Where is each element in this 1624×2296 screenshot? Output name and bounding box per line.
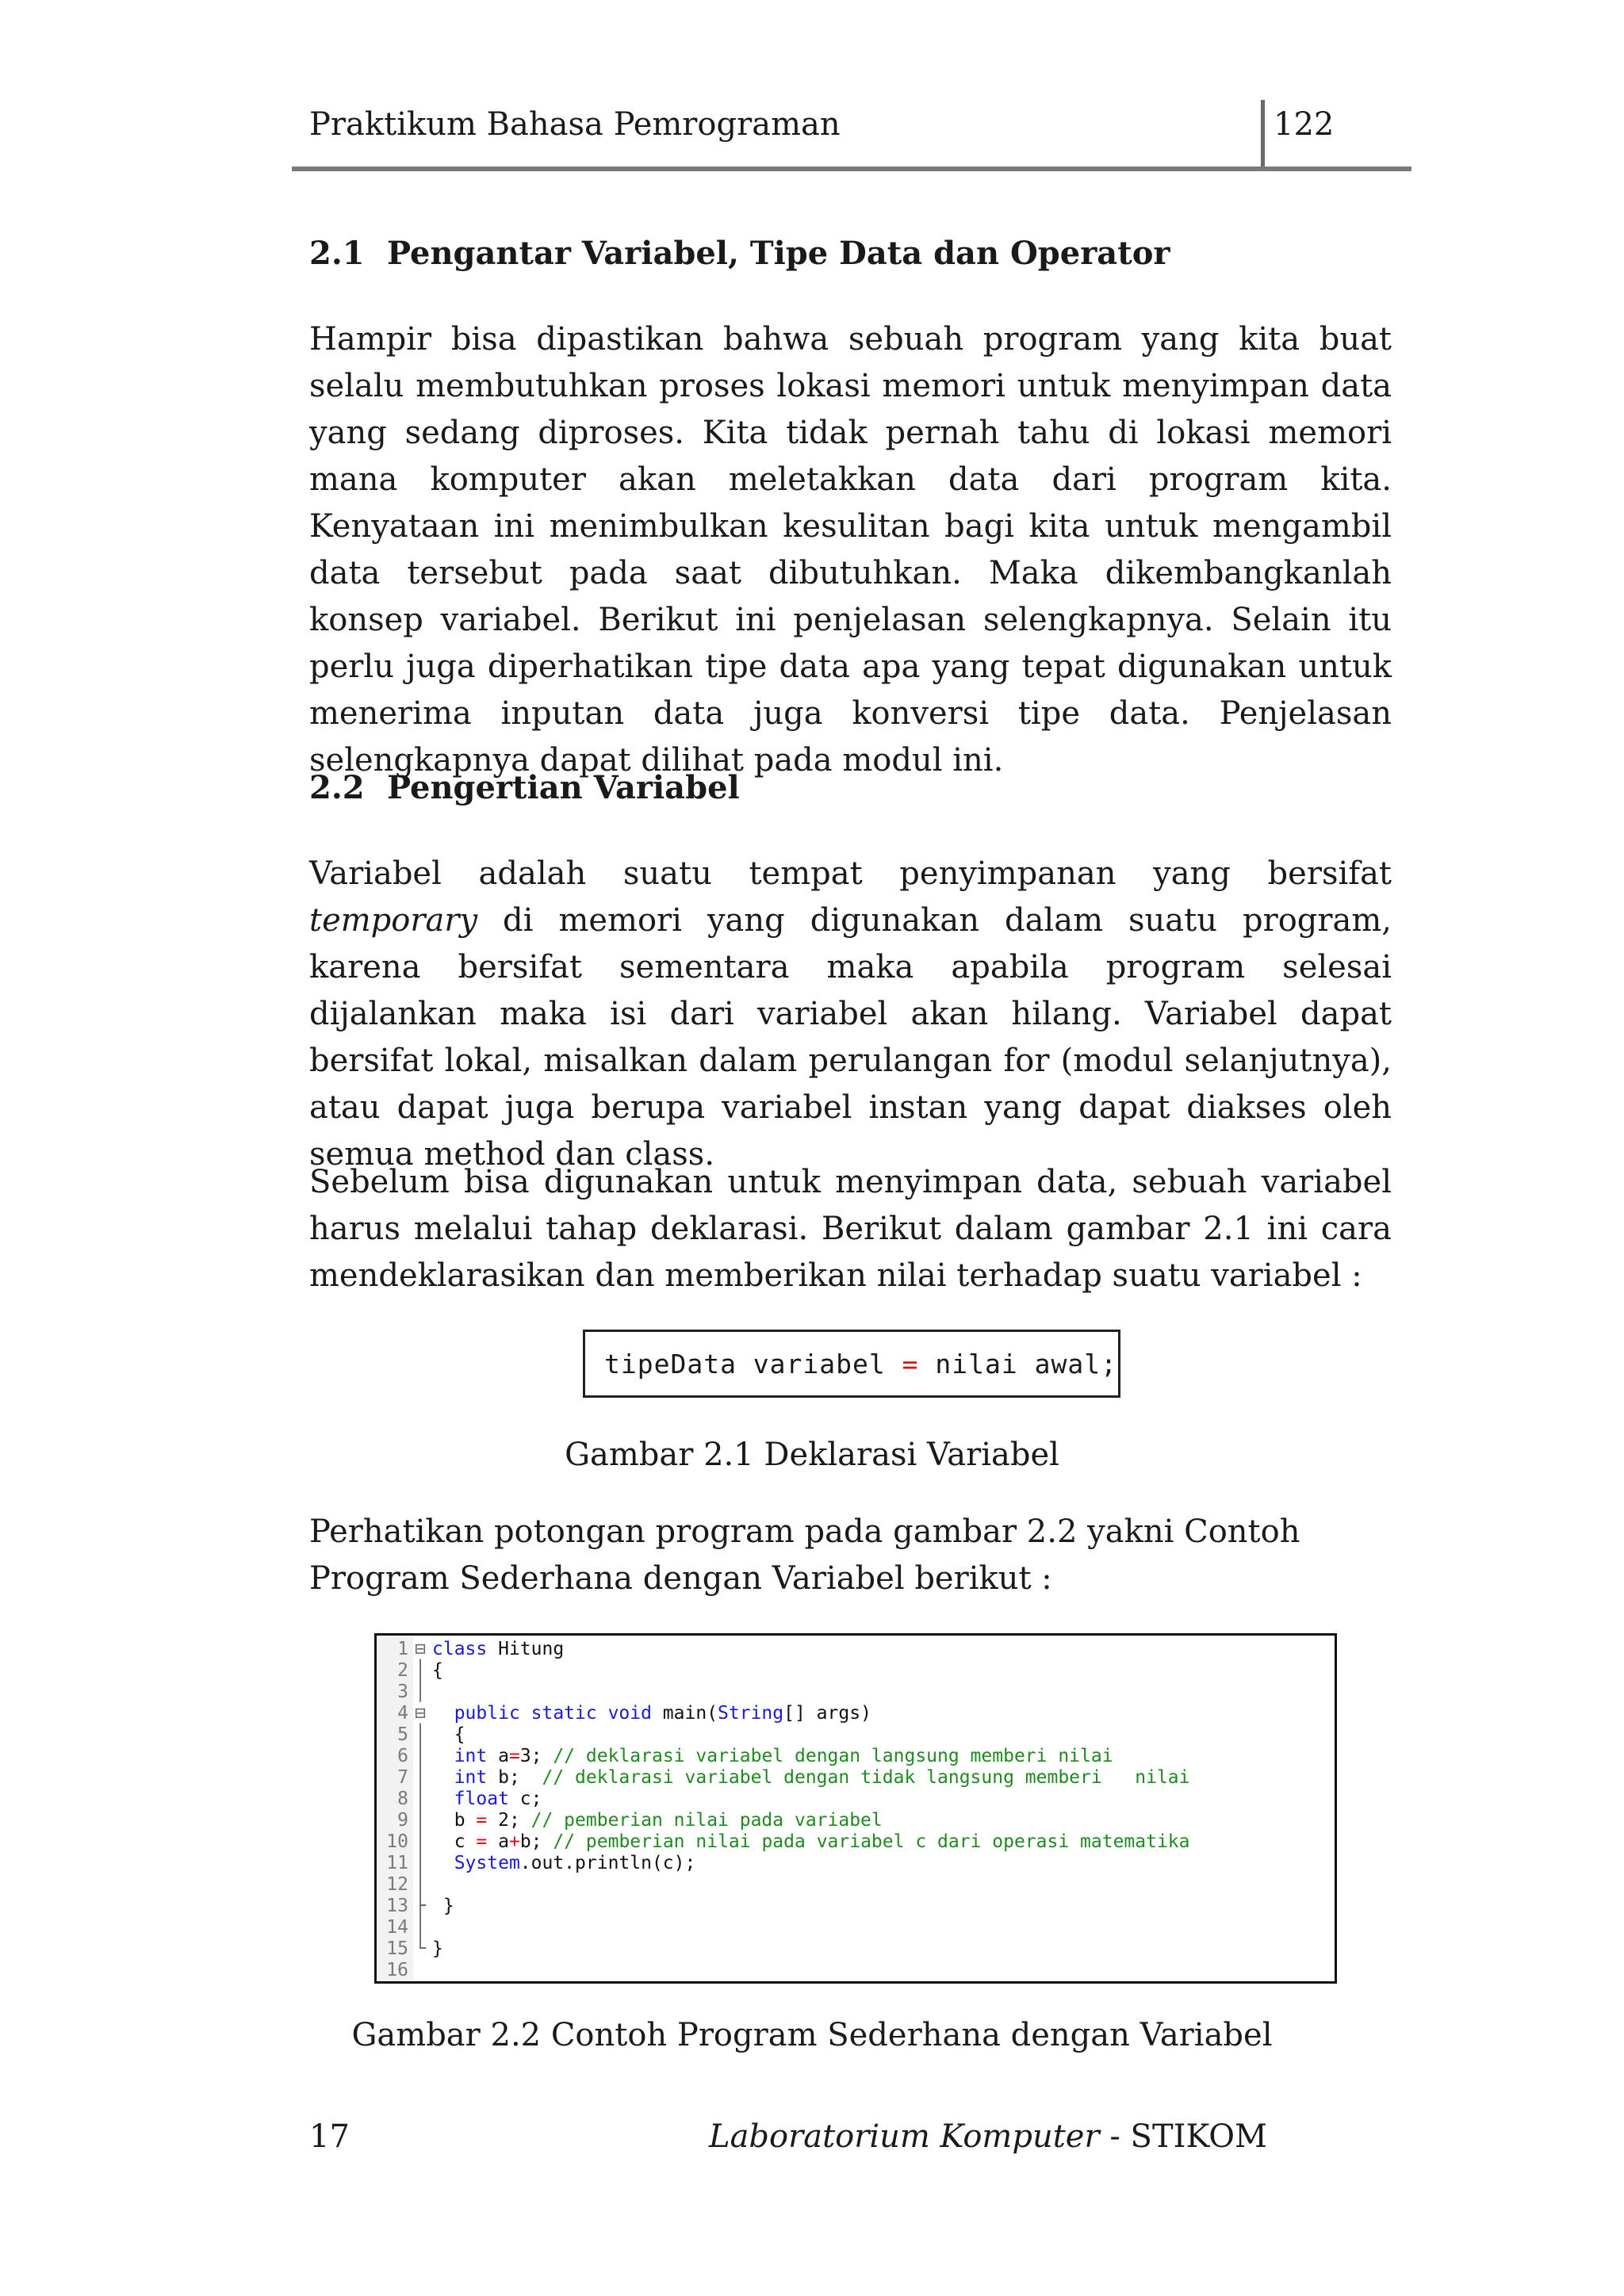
code-line <box>377 1660 443 1682</box>
footer-lab-name: Laboratorium Komputer <box>709 2118 1100 2155</box>
line-number: 6 <box>397 1746 408 1766</box>
line-number: 3 <box>397 1682 408 1702</box>
line-number: 2 <box>397 1660 408 1681</box>
code-token: { <box>432 1660 443 1681</box>
fold-marker: │ <box>415 1831 426 1852</box>
code-token: a <box>487 1746 509 1766</box>
code-line <box>377 1724 465 1746</box>
section-1-paragraph: Hampir bisa dipastikan bahwa sebuah program yang kita buat selalu membutuhkan proses lokasi memori untuk menyimpan data yang sedang diproses. Kita tidak pernah tahu di lokasi memori mana komputer akan meletakkan data dari program kita. Kenyataan ini menimbulkan kesulitan bagi kita untuk mengambil data tersebut pada saat dibutuhkan. Maka dikembangkanlah konsep variabel. Berikut ini penjelasan selengkapnya. Selain itu perlu juga diperhatikan tipe data apa yang tepat digunakan untuk menerima inputan data juga konversi tipe data. Penjelasan selengkapnya dapat dilihat pada modul ini. <box>309 321 1392 779</box>
fold-marker: │ <box>415 1767 426 1788</box>
code-token: class <box>432 1639 488 1659</box>
code-token: c <box>432 1831 477 1852</box>
code-token: b; <box>519 1831 553 1852</box>
code-token: a <box>487 1831 509 1852</box>
code-listing <box>374 1633 1337 1984</box>
code-line <box>377 1639 564 1660</box>
fold-marker: ├ <box>415 1896 426 1916</box>
code-token <box>432 1767 454 1788</box>
fold-marker: ⊟ <box>415 1639 426 1659</box>
code-token: [] args) <box>783 1703 871 1724</box>
code-line <box>377 1960 432 1981</box>
declaration-code-box <box>583 1330 1120 1398</box>
header-divider-horizontal <box>292 166 1411 171</box>
code-text: nilai awal; <box>935 1348 1117 1380</box>
fold-marker: ⊟ <box>415 1703 426 1724</box>
line-number: 9 <box>397 1810 408 1831</box>
fold-marker: │ <box>415 1810 426 1831</box>
code-token <box>432 1789 454 1809</box>
line-number: 1 <box>397 1639 408 1659</box>
code-token: + <box>508 1831 520 1852</box>
code-token: public static void <box>454 1703 652 1724</box>
line-number: 16 <box>386 1960 408 1980</box>
code-token: } <box>432 1938 443 1959</box>
figure-1-caption: Gambar 2.1 Deklarasi Variabel <box>565 1437 1059 1473</box>
code-token: // pemberian nilai pada variabel <box>530 1810 883 1831</box>
line-number: 7 <box>397 1767 408 1788</box>
code-token: int <box>454 1746 488 1766</box>
code-operator: = <box>902 1348 919 1380</box>
code-token: b <box>432 1810 477 1831</box>
code-token: = <box>476 1810 488 1831</box>
fold-marker: │ <box>415 1660 426 1681</box>
figure-2-intro: Perhatikan potongan program pada gambar 2.2 yakni Contoh Program Sederhana dengan Variabel berikut : <box>309 1513 1300 1597</box>
code-token <box>432 1746 454 1766</box>
code-line <box>377 1938 443 1960</box>
code-line <box>377 1853 695 1874</box>
fold-marker: │ <box>415 1682 426 1702</box>
section-2-paragraph-1 <box>309 851 1392 1178</box>
code-token: String <box>718 1703 784 1724</box>
code-line <box>377 1703 871 1724</box>
fold-marker: │ <box>415 1874 426 1895</box>
code-token: } <box>432 1896 454 1916</box>
fold-marker: │ <box>415 1917 426 1938</box>
code-text: tipeData variabel <box>604 1348 886 1380</box>
fold-marker: │ <box>415 1789 426 1809</box>
code-token: main( <box>651 1703 718 1724</box>
code-token: c; <box>508 1789 542 1809</box>
code-token: 2; <box>487 1810 531 1831</box>
code-token: b; <box>487 1767 542 1788</box>
code-line <box>377 1917 432 1938</box>
fold-marker: │ <box>415 1724 426 1745</box>
section-2-paragraph-2: Sebelum bisa digunakan untuk menyimpan data, sebuah variabel harus melalui tahap deklarasi. Berikut dalam gambar 2.1 ini cara mendeklarasikan dan memberikan nilai terhadap suatu variabel : <box>309 1164 1392 1294</box>
code-line <box>377 1767 1189 1789</box>
fold-marker: └ <box>415 1938 426 1959</box>
line-number: 12 <box>386 1874 408 1895</box>
code-line <box>377 1896 454 1917</box>
section-number: 2.1 <box>309 235 365 272</box>
footer-page-number: 17 <box>309 2118 350 2155</box>
code-token: float <box>454 1789 509 1809</box>
footer-lab-suffix: - STIKOM <box>1099 2118 1267 2155</box>
code-token <box>432 1703 454 1724</box>
fold-marker: │ <box>415 1746 426 1766</box>
line-number: 8 <box>397 1789 408 1809</box>
code-token: = <box>508 1746 520 1766</box>
header-divider-vertical <box>1261 100 1265 166</box>
section-title: Pengantar Variabel, Tipe Data dan Operator <box>387 235 1170 272</box>
section-number: 2.2 <box>309 769 365 806</box>
line-number: 10 <box>386 1831 408 1852</box>
code-token: // deklarasi variabel dengan tidak langsung memberi nilai <box>542 1767 1190 1788</box>
code-line <box>377 1874 432 1896</box>
paragraph-text: Variabel adalah suatu tempat penyimpanan yang bersifat <box>309 855 1392 892</box>
line-number: 13 <box>386 1896 408 1916</box>
code-token <box>432 1853 454 1873</box>
line-number: 15 <box>386 1938 408 1959</box>
fold-marker: │ <box>415 1853 426 1873</box>
code-line <box>377 1682 432 1703</box>
code-line <box>377 1831 1190 1853</box>
header-title: Praktikum Bahasa Pemrograman <box>309 106 841 143</box>
code-token: 3; <box>519 1746 553 1766</box>
section-title: Pengertian Variabel <box>387 769 740 806</box>
section-heading-2-2 <box>309 769 740 806</box>
line-number: 11 <box>386 1853 408 1873</box>
code-token: System <box>454 1853 520 1873</box>
code-token: int <box>454 1767 488 1788</box>
italic-term: temporary <box>309 902 478 939</box>
code-token: Hitung <box>487 1639 565 1659</box>
code-line <box>377 1746 1113 1767</box>
code-line <box>377 1810 883 1831</box>
code-token: // deklarasi variabel dengan langsung memberi nilai <box>553 1746 1113 1766</box>
code-token: .out.println(c); <box>519 1853 696 1873</box>
figure-2-caption: Gambar 2.2 Contoh Program Sederhana dengan Variabel <box>351 2017 1273 2053</box>
code-token: // pemberian nilai pada variabel c dari operasi matematika <box>553 1831 1190 1852</box>
code-token: { <box>432 1724 465 1745</box>
line-number: 5 <box>397 1724 408 1745</box>
footer-lab <box>709 2118 1267 2155</box>
section-heading-2-1 <box>309 235 1170 272</box>
code-line <box>377 1789 542 1810</box>
header-page-number: 122 <box>1274 106 1335 143</box>
paragraph-text: di memori yang digunakan dalam suatu program, karena bersifat sementara maka apabila program selesai dijalankan maka isi dari variabel akan hilang. Variabel dapat bersifat lokal, misalkan dalam perulangan for (modul selanjutnya), atau dapat juga berupa variabel instan yang dapat diakses oleh semua method dan class. <box>309 902 1392 1173</box>
code-token: = <box>476 1831 488 1852</box>
fold-marker <box>408 1960 432 1981</box>
page-header <box>292 100 1411 170</box>
line-number: 4 <box>397 1703 408 1724</box>
line-number: 14 <box>386 1917 408 1938</box>
